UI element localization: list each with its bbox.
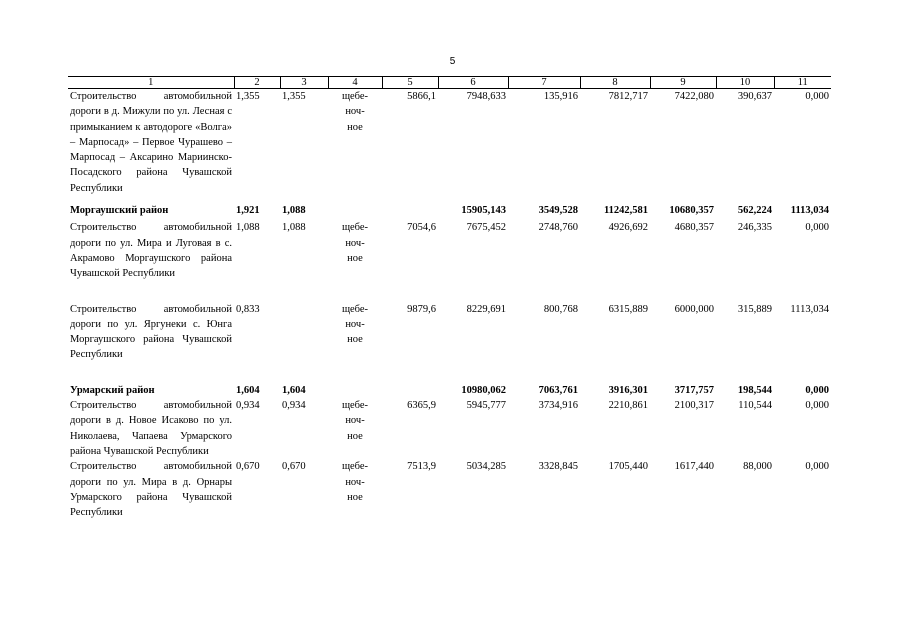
district-row xyxy=(68,383,831,398)
district-length-built: 1,088 xyxy=(282,205,306,217)
road-length-total: 0,934 xyxy=(236,400,260,412)
column-number: 2 xyxy=(234,77,280,89)
cost-total: 8229,691 xyxy=(466,303,506,315)
district-cost-total: 15905,143 xyxy=(461,205,506,217)
district-cost-total: 10980,062 xyxy=(461,384,506,396)
cost-col-8: 7812,717 xyxy=(608,91,648,102)
district-length-built: 1,604 xyxy=(282,384,306,396)
cost-col-7: 135,916 xyxy=(543,91,578,102)
project-row xyxy=(68,459,831,520)
cost-total: 7948,633 xyxy=(466,91,506,102)
cost-col-8: 1705,440 xyxy=(608,461,648,473)
project-name: Строительство автомобильной дороги в д. Новое Исаково по ул. Николаева, Чапаева Урмарского района Чувашской Республики xyxy=(70,400,232,457)
surface-part: ное xyxy=(347,430,363,442)
district-cost-11: 0,000 xyxy=(805,384,829,396)
district-length-total: 1,921 xyxy=(236,205,260,217)
cost-col-11: 0,000 xyxy=(805,400,829,412)
district-empty-cell xyxy=(328,383,382,398)
unit-cost: 7513,9 xyxy=(407,461,436,473)
road-length-built: 1,088 xyxy=(282,222,306,234)
cost-col-9: 1617,440 xyxy=(674,461,714,473)
district-cost-10: 198,544 xyxy=(737,384,772,396)
road-surface-type xyxy=(328,398,382,459)
cost-col-7: 800,768 xyxy=(543,303,578,315)
surface-part: ноч- xyxy=(345,106,365,118)
unit-cost: 5866,1 xyxy=(407,91,436,102)
surface-part: щебе- xyxy=(341,91,369,102)
spacer-row xyxy=(68,282,831,302)
district-cost-7: 7063,761 xyxy=(538,384,578,396)
spacer-cell xyxy=(68,282,831,302)
cost-col-8: 4926,692 xyxy=(608,222,648,234)
district-cost-8: 11242,581 xyxy=(603,205,648,217)
cost-col-10: 390,637 xyxy=(737,91,772,102)
column-number: 8 xyxy=(580,77,650,89)
cost-col-8: 6315,889 xyxy=(608,303,648,315)
column-number: 6 xyxy=(438,77,508,89)
cost-col-7: 2748,760 xyxy=(538,222,578,234)
road-length-built: 0,934 xyxy=(282,400,306,412)
road-surface-type xyxy=(328,220,382,281)
cost-total: 5034,285 xyxy=(466,461,506,473)
district-cost-9: 3717,757 xyxy=(674,384,714,396)
cost-col-10: 315,889 xyxy=(737,303,772,315)
project-row xyxy=(68,89,831,197)
column-number: 7 xyxy=(508,77,580,89)
surface-part: ное xyxy=(347,121,363,133)
project-name: Строительство автомобильной дороги по ул. Мира в д. Орнары Урмарского района Чувашской Республики xyxy=(70,461,232,519)
district-empty-cell xyxy=(328,203,382,218)
spacer-cell xyxy=(68,363,831,383)
district-name: Моргаушский район xyxy=(70,205,169,217)
cost-col-10: 88,000 xyxy=(743,461,772,473)
surface-part: ноч- xyxy=(345,237,365,249)
district-cost-9: 10680,357 xyxy=(669,205,714,217)
surface-part: щебе- xyxy=(341,222,369,234)
road-length-built: 0,670 xyxy=(282,461,306,473)
cost-col-10: 246,335 xyxy=(737,222,772,234)
column-number: 9 xyxy=(650,77,716,89)
column-number: 1 xyxy=(68,77,234,89)
road-length-built: 1,355 xyxy=(282,91,306,102)
district-empty-cell xyxy=(382,203,438,218)
cost-col-7: 3328,845 xyxy=(538,461,578,473)
table-header xyxy=(68,77,831,89)
column-number: 5 xyxy=(382,77,438,89)
cost-col-9: 6000,000 xyxy=(674,303,714,315)
district-cost-11: 1113,034 xyxy=(790,205,829,217)
project-name: Строительство автомобильной дороги по ул. Мира и Луговая в с. Акрамово Моргаушского района Чувашской Республики xyxy=(70,222,232,280)
road-length-total: 0,833 xyxy=(236,303,260,315)
table-body xyxy=(68,89,831,521)
column-number: 4 xyxy=(328,77,382,89)
cost-col-7: 3734,916 xyxy=(538,400,578,412)
project-name: Строительство автомобильной дороги по ул. Яргунеки с. Юнга Моргаушского района Чувашской Республики xyxy=(70,303,232,361)
district-cost-8: 3916,301 xyxy=(608,384,648,396)
road-surface-type xyxy=(328,89,382,197)
district-empty-cell xyxy=(382,383,438,398)
cost-col-9: 7422,080 xyxy=(674,91,714,102)
road-construction-table xyxy=(68,76,831,520)
unit-cost: 7054,6 xyxy=(407,222,436,234)
surface-part: ное xyxy=(347,334,363,346)
unit-cost: 6365,9 xyxy=(407,400,436,412)
cost-col-11: 0,000 xyxy=(805,222,829,234)
district-name: Урмарский район xyxy=(70,384,155,396)
cost-col-11: 0,000 xyxy=(805,461,829,473)
cost-col-9: 4680,357 xyxy=(674,222,714,234)
district-row xyxy=(68,203,831,218)
road-length-total: 1,355 xyxy=(236,91,260,102)
project-name: Строительство автомобильной дороги в д. Мижули по ул. Лесная с примыканием к автодороге «Волга» – Марпосад» – Первое Чурашево – Марпосад – Аксарино Мариинско-Посадского района Чувашской Республики xyxy=(70,91,232,194)
road-length-total: 1,088 xyxy=(236,222,260,234)
cost-total: 7675,452 xyxy=(466,222,506,234)
cost-col-11: 1113,034 xyxy=(790,303,829,315)
project-row xyxy=(68,220,831,281)
district-length-total: 1,604 xyxy=(236,384,260,396)
spacer-cell xyxy=(68,196,831,203)
spacer-row xyxy=(68,363,831,383)
column-number: 10 xyxy=(716,77,774,89)
road-surface-type xyxy=(328,302,382,363)
cost-col-9: 2100,317 xyxy=(674,400,714,412)
surface-part: ноч- xyxy=(345,476,365,488)
cost-col-8: 2210,861 xyxy=(608,400,648,412)
road-surface-type xyxy=(328,459,382,520)
district-cost-10: 562,224 xyxy=(737,205,772,217)
surface-part: ноч- xyxy=(345,318,365,330)
district-cost-7: 3549,528 xyxy=(538,205,578,217)
project-row xyxy=(68,398,831,459)
column-number-row xyxy=(68,77,831,89)
surface-part: щебе- xyxy=(341,400,369,412)
cost-total: 5945,777 xyxy=(466,400,506,412)
cost-col-10: 110,544 xyxy=(738,400,772,412)
surface-part: ноч- xyxy=(345,415,365,427)
surface-part: ное xyxy=(347,491,363,503)
cost-col-11: 0,000 xyxy=(805,91,829,102)
page-number: 5 xyxy=(449,56,456,67)
surface-part: щебе- xyxy=(341,303,369,315)
column-number: 3 xyxy=(280,77,328,89)
unit-cost: 9879,6 xyxy=(407,303,436,315)
surface-part: ное xyxy=(347,252,363,264)
project-row xyxy=(68,302,831,363)
road-length-built xyxy=(280,302,328,363)
spacer-row xyxy=(68,196,831,203)
column-number: 11 xyxy=(774,77,831,89)
road-length-total: 0,670 xyxy=(236,461,260,473)
surface-part: щебе- xyxy=(341,461,369,473)
